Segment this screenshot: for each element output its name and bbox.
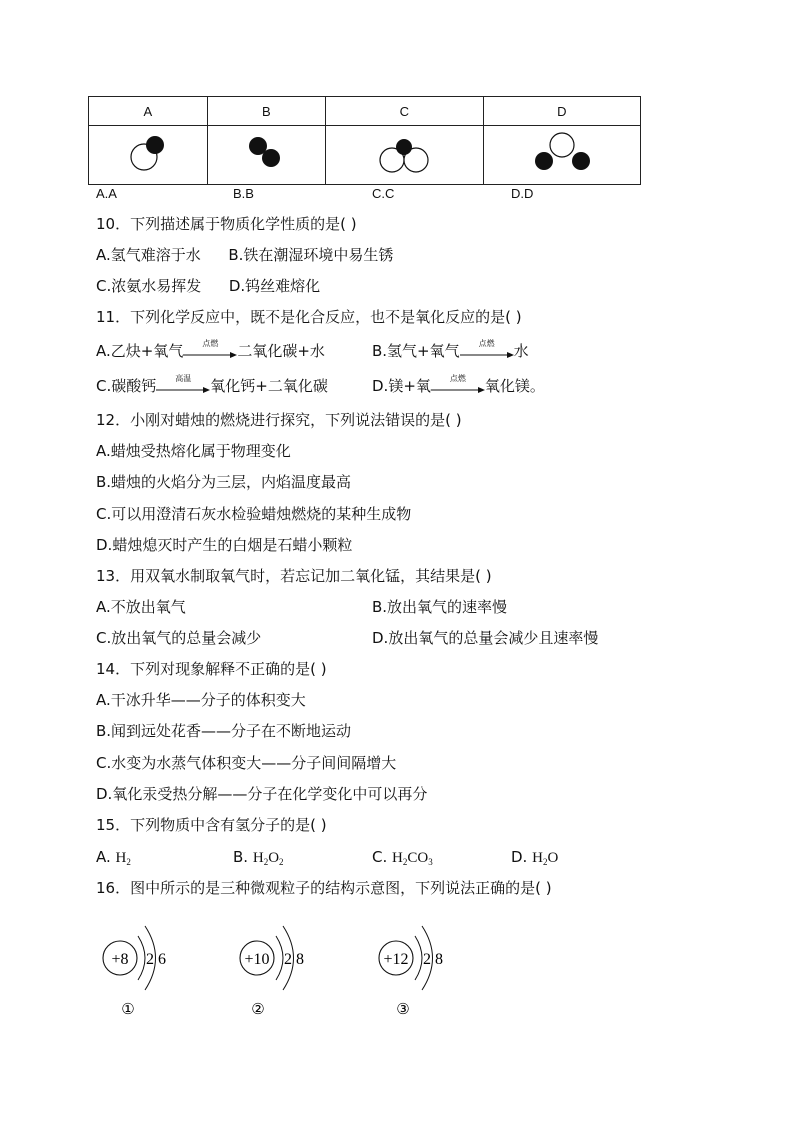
q15-a-formula: [116, 850, 131, 866]
q14-option-d: D.氧化汞受热分解——分子在化学变化中可以再分: [96, 785, 428, 803]
q15-b-formula: [253, 850, 284, 866]
q11-stem: 11．下列化学反应中，既不是化合反应，也不是氧化反应的是( ): [96, 308, 522, 326]
q15-d-element2: O: [547, 850, 559, 866]
q11-d-condition: 点燃: [449, 374, 466, 383]
q15-option-c: [372, 847, 433, 872]
q15-option-d: [511, 847, 558, 872]
q10-stem: 10．下列描述属于物质化学性质的是( ): [96, 215, 357, 233]
q11-a-reactants: A.乙炔+氧气: [96, 342, 184, 360]
atom-3-shells: 2 8: [423, 951, 443, 968]
q12-option-b: B.蜡烛的火焰分为三层，内焰温度最高: [96, 473, 352, 491]
q15-b-element2: O: [268, 850, 280, 866]
molecule-d-diagram: [522, 129, 602, 179]
option-c-label: C.C: [372, 186, 395, 201]
q13-option-b: B.放出氧气的速率慢: [372, 598, 508, 616]
q13-option-d: D.放出氧气的总量会减少且速率慢: [372, 629, 599, 647]
q11-option-d: [372, 376, 545, 396]
q15-c-subscript1: 2: [402, 857, 408, 867]
q15-b-subscript1: 2: [263, 857, 269, 867]
q15-b-subscript2: 2: [279, 857, 284, 867]
q13-stem: 13．用双氧水制取氧气时，若忘记加二氧化锰，其结果是( ): [96, 567, 492, 585]
q10-option-d: D.钨丝难熔化: [228, 277, 321, 295]
molecule-a-cell: [89, 126, 208, 185]
q15-stem: 15．下列物质中含有氢分子的是( ): [96, 816, 327, 834]
q14-stem: 14．下列对现象解释不正确的是( ): [96, 660, 327, 678]
q10-option-c: C.浓氨水易挥发: [96, 277, 202, 295]
q11-c-reactants: C.碳酸钙: [96, 377, 157, 395]
q12-stem: 12．小刚对蜡烛的燃烧进行探究，下列说法错误的是( ): [96, 411, 462, 429]
q10-option-a: A.氢气难溶于水: [96, 246, 201, 264]
atom-diagram-2: [240, 926, 304, 1018]
q11-option-b: [372, 341, 529, 361]
atom-diagram-1: [103, 926, 166, 1018]
atom-1-label: ①: [121, 1000, 135, 1018]
reaction-arrow-icon: [460, 341, 514, 361]
q13-option-c: C.放出氧气的总量会减少: [96, 629, 262, 647]
table-header-d: D: [483, 97, 640, 126]
molecule-c-cell: [326, 126, 483, 185]
q11-b-reactants: B.氢气+氧气: [372, 342, 460, 360]
reaction-arrow-icon: [183, 341, 237, 361]
reaction-arrow-icon: [156, 376, 210, 396]
molecule-b-diagram: [236, 129, 296, 179]
q11-option-c: [96, 376, 328, 396]
molecule-d-cell: [483, 126, 640, 185]
q10-option-b: B.铁在潮湿环境中易生锈: [228, 246, 394, 264]
q14-option-a: A.干冰升华——分子的体积变大: [96, 691, 306, 709]
q11-d-reactants: D.镁+氧: [372, 377, 431, 395]
q12-option-c: C.可以用澄清石灰水检验蜡烛燃烧的某种生成物: [96, 505, 412, 523]
option-b-label: B.B: [233, 186, 254, 201]
q11-b-condition: 点燃: [478, 339, 495, 348]
atom-3-nucleus: +12: [383, 951, 409, 968]
q15-c-element2: CO: [407, 850, 429, 866]
reaction-arrow-icon: [431, 376, 485, 396]
q13-option-a: A.不放出氧气: [96, 598, 186, 616]
q11-option-a: [96, 341, 325, 361]
q11-a-condition: 点燃: [202, 339, 219, 348]
q15-b-prefix: B.: [233, 848, 249, 866]
q15-option-a: [96, 847, 131, 872]
option-a-label: A.A: [96, 186, 117, 201]
atom-diagram-3: [379, 926, 443, 1018]
table-header-c: C: [326, 97, 483, 126]
molecule-table: [88, 96, 641, 185]
table-header-a: A: [89, 97, 208, 126]
molecule-c-diagram: [364, 129, 444, 179]
q10-row2: [96, 276, 320, 296]
q14-option-c: C.水变为水蒸气体积变大——分子间间隔增大: [96, 754, 397, 772]
q12-option-a: A.蜡烛受热熔化属于物理变化: [96, 442, 291, 460]
q11-b-products: 水: [513, 342, 529, 360]
atom-3-label: ③: [396, 1000, 410, 1018]
q14-option-b: B.闻到远处花香——分子在不断地运动: [96, 722, 352, 740]
molecule-b-cell: [207, 126, 326, 185]
table-header-b: B: [207, 97, 326, 126]
atom-2-nucleus: +10: [244, 951, 270, 968]
atomic-structure-diagrams: [90, 912, 490, 1024]
atom-2-shells: 2 8: [284, 951, 304, 968]
q12-option-d: D.蜡烛熄灭时产生的白烟是石蜡小颗粒: [96, 536, 353, 554]
q11-a-products: 二氧化碳+水: [237, 342, 325, 360]
q15-c-element1: H: [392, 850, 403, 866]
atom-1-shells: 2 6: [146, 951, 166, 968]
option-d-label: D.D: [511, 186, 534, 201]
q15-d-element1: H: [532, 850, 543, 866]
q15-a-prefix: A.: [96, 848, 111, 866]
atom-1-nucleus: +8: [111, 951, 129, 968]
q16-stem: 16．图中所示的是三种微观粒子的结构示意图，下列说法正确的是( ): [96, 879, 552, 897]
q15-d-subscript1: 2: [542, 857, 548, 867]
atom-2-label: ②: [251, 1000, 265, 1018]
q15-option-b: [233, 847, 284, 872]
q15-c-formula: [392, 850, 433, 866]
q11-c-condition: 高温: [175, 374, 192, 383]
q11-c-products: 氧化钙+二氧化碳: [210, 377, 328, 395]
q15-a-element: H: [115, 850, 127, 866]
q15-b-element1: H: [252, 850, 264, 866]
q15-c-subscript2: 3: [428, 857, 433, 867]
q15-d-prefix: D.: [511, 848, 528, 866]
q10-row1: [96, 245, 393, 265]
q15-c-prefix: C.: [372, 848, 388, 866]
q11-d-products: 氧化镁。: [484, 377, 545, 395]
q15-d-formula: [532, 850, 558, 866]
q15-a-subscript: 2: [126, 857, 131, 867]
molecule-a-diagram: [118, 129, 178, 179]
